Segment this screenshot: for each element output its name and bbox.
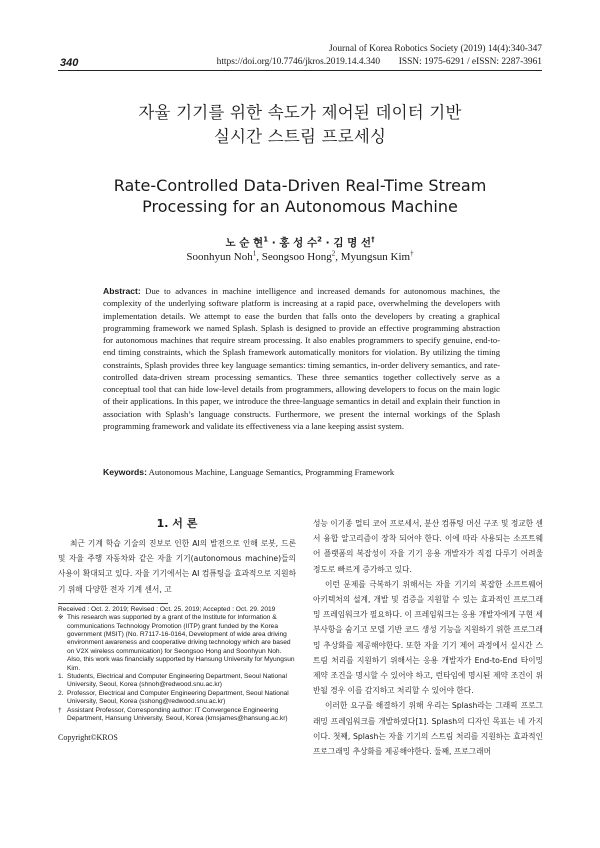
journal-doi-issn: https://doi.org/10.7746/jkros.2019.14.4.340 ISSN: 1975-6291 / eISSN: 2287-3961 bbox=[216, 56, 542, 67]
footnote-3 bbox=[58, 707, 296, 724]
copyright: Copyright©KROS bbox=[58, 732, 118, 742]
footnote-3-mark: † bbox=[58, 706, 62, 714]
intro-paragraph-1: 최근 기계 학습 기술의 진보로 인한 AI의 발전으로 인해 로봇, 드론 및 자율 주행 자동차와 같은 자율 기기(autonomous machine)들의 사용이 확대되고 있다. 자율 기기에서는 AI 컴퓨팅을 효과적으로 지원하기 위해 다양한 전자 기계 센서, 고 bbox=[58, 539, 296, 594]
title-korean-line2: 실시간 스트림 프로세싱 bbox=[213, 127, 387, 146]
author-ko-1: 노 순 현 bbox=[225, 237, 264, 249]
column-right bbox=[313, 516, 543, 759]
footnote-1 bbox=[58, 673, 296, 690]
intro-paragraph-3: 이러한 요구를 해결하기 위해 우리는 Splash라는 그래픽 프로그래밍 프레임워크를 개발하였다[1]. Splash의 디자인 목표는 네 가지이다. 첫째, Splash는 자율 기기의 스트림 처리를 지원하는 효과적인 프로그래밍 추상화를 제공해야한다. 둘째, 프로그래머 bbox=[313, 701, 543, 757]
footnote-3-text: Assistant Professor, Corresponding author: IT Convergence Engineering Department, Hansung University, Seoul, Korea (kmsjames@hansung.ac.kr) bbox=[67, 706, 288, 723]
footnote-2 bbox=[58, 690, 296, 707]
author-en-3-mark: † bbox=[410, 249, 414, 258]
header-rule bbox=[58, 70, 542, 71]
section-heading-introduction: 1. 서 론 bbox=[156, 517, 198, 530]
author-en-2: Seongsoo Hong bbox=[261, 251, 332, 263]
title-korean bbox=[58, 101, 542, 149]
author-ko-3-mark: † bbox=[371, 235, 375, 244]
abstract-label: Abstract: bbox=[103, 286, 141, 296]
footnote-2-text: Professor, Electrical and Computer Engineering Department, Seoul National University, Seoul, Korea (sshong@redwood.snu.ac.kr) bbox=[67, 689, 289, 706]
footnote-support-text: This research was supported by a grant of the Institute for Information & communications Technology Promotion (IITP) grant funded by the Korea government (MSIT) (No. R7117-16-0164, Development of wide area driving environment awareness and cooperative driving technology which are based on V2X wireless communication) for Seongsoo Hong and Soonhyun Noh. Also, this work was financially supported by Hansung University for Myungsun Kim. bbox=[67, 614, 295, 672]
title-english-line2: Processing for an Autonomous Machine bbox=[142, 197, 458, 216]
journal-info bbox=[217, 43, 542, 68]
author-en-2-mark: 2 bbox=[331, 249, 336, 258]
authors-english: Soonhyun Noh$^1$, Seongsoo Hong$^2$, Myungsun Kim† bbox=[186, 249, 414, 263]
intro-paragraph-1-continued: 성능 이기종 멀티 코어 프로세서, 분산 컴퓨팅 머신 구조 및 정교한 센서 융합 알고리즘이 장착 되어야 한다. 이에 따라 사용되는 소프트웨어 플랫폼의 복잡성이 자율 기기 응용 개발자가 직접 다루기 어려울 정도로 빠르게 증가하고 있다. bbox=[313, 519, 543, 574]
footnote-2-mark: 2. bbox=[58, 689, 64, 697]
footnote-rule bbox=[58, 603, 168, 604]
footnote-1-mark: 1. bbox=[58, 673, 64, 681]
author-ko-2: 홍 성 수 bbox=[279, 237, 318, 249]
keywords-label: Keywords: bbox=[103, 467, 147, 477]
intro-paragraph-2: 이런 문제를 극복하기 위해서는 자율 기기의 복잡한 소프트웨어 아키텍처의 설계, 개발 및 검증을 지원할 수 있는 효과적인 프로그래밍 프레임워크가 필요하다. 이 프레임워크는 응용 개발자에게 구현 세부사항을 숨기고 모델 기반 코드 생성 기능을 지원하기 위한 프로그래밍 추상화를 제공해야한다. 또한 자율 기기 제어 과정에서 실시간 스트림 처리를 지원하기 위해서는 응용 개발자가 End-to-End 타이밍 제약 조건을 명시할 수 있어야 하고, 런타임에 명시된 제약 조건이 위반될 경우 이를 감지하고 처리할 수 있어야 한다. bbox=[313, 579, 543, 696]
author-ko-1-mark: 1 bbox=[263, 235, 269, 244]
footnotes bbox=[58, 606, 296, 724]
title-english bbox=[58, 175, 542, 217]
abstract bbox=[103, 285, 500, 432]
keywords bbox=[103, 466, 500, 478]
title-english-line1: Rate-Controlled Data-Driven Real-Time Stream bbox=[113, 176, 487, 195]
received-dates: Received : Oct. 2. 2019; Revised : Oct. 25. 2019; Accepted : Oct. 29. 2019 bbox=[58, 605, 276, 613]
page-number: 340 bbox=[60, 57, 79, 69]
footnote-1-text: Students, Electrical and Computer Engineering Department, Seoul National University, Seoul, Korea (shnoh@redwood.snu.ac.kr) bbox=[67, 673, 287, 689]
column-left bbox=[58, 516, 296, 742]
title-korean-line1: 자율 기기를 위한 속도가 제어된 데이터 기반 bbox=[138, 103, 462, 122]
author-ko-3: 김 명 선 bbox=[333, 237, 372, 249]
author-en-3: Myungsun Kim bbox=[340, 251, 411, 263]
author-en-1-mark: 1 bbox=[252, 249, 257, 258]
footnote-support-mark: ※ bbox=[58, 614, 64, 622]
abstract-text: Due to advances in machine intelligence and increased demands for autonomous machines, the complexity of the underlying software platform is increasing at a rapid pace, overwhelming the developers with implementation details. We attempt to ease the burden that falls onto the developers by creating a graphical programming framework we named Splash. Splash is designed to provide an effective programming abstraction for autonomous machines that require stream processing. It also enables programmers to specify genuine, end-to-end timing constraints, which the Splash framework automatically monitors for violation. By utilizing the timing constraints, Splash provides three key language semantics: timing semantics, in-order delivery semantics, and rate-controlled data-driven stream processing semantics. These three semantics together collectively serve as a conceptual tool that can hide low-level details from programmers, allowing developers to focus on the main logic of their applications. In this paper, we introduce the three-language semantics in detail and explain their function in association with Splash’s language constructs. Furthermore, we present the internal workings of the Splash programming framework and validate its effectiveness via a lane keeping assist system. bbox=[103, 286, 500, 431]
authors-korean: 노 순 현$^1$ · 홍 성 수$^2$ · 김 명 선† bbox=[225, 235, 375, 249]
author-en-1: Soonhyun Noh bbox=[186, 251, 253, 263]
footnote-support bbox=[58, 614, 296, 673]
journal-citation: Journal of Korea Robotics Society (2019) 14(4):340-347 bbox=[329, 44, 542, 54]
author-ko-2-mark: 2 bbox=[317, 235, 322, 244]
keywords-text: Autonomous Machine, Language Semantics, Programming Framework bbox=[148, 467, 395, 477]
